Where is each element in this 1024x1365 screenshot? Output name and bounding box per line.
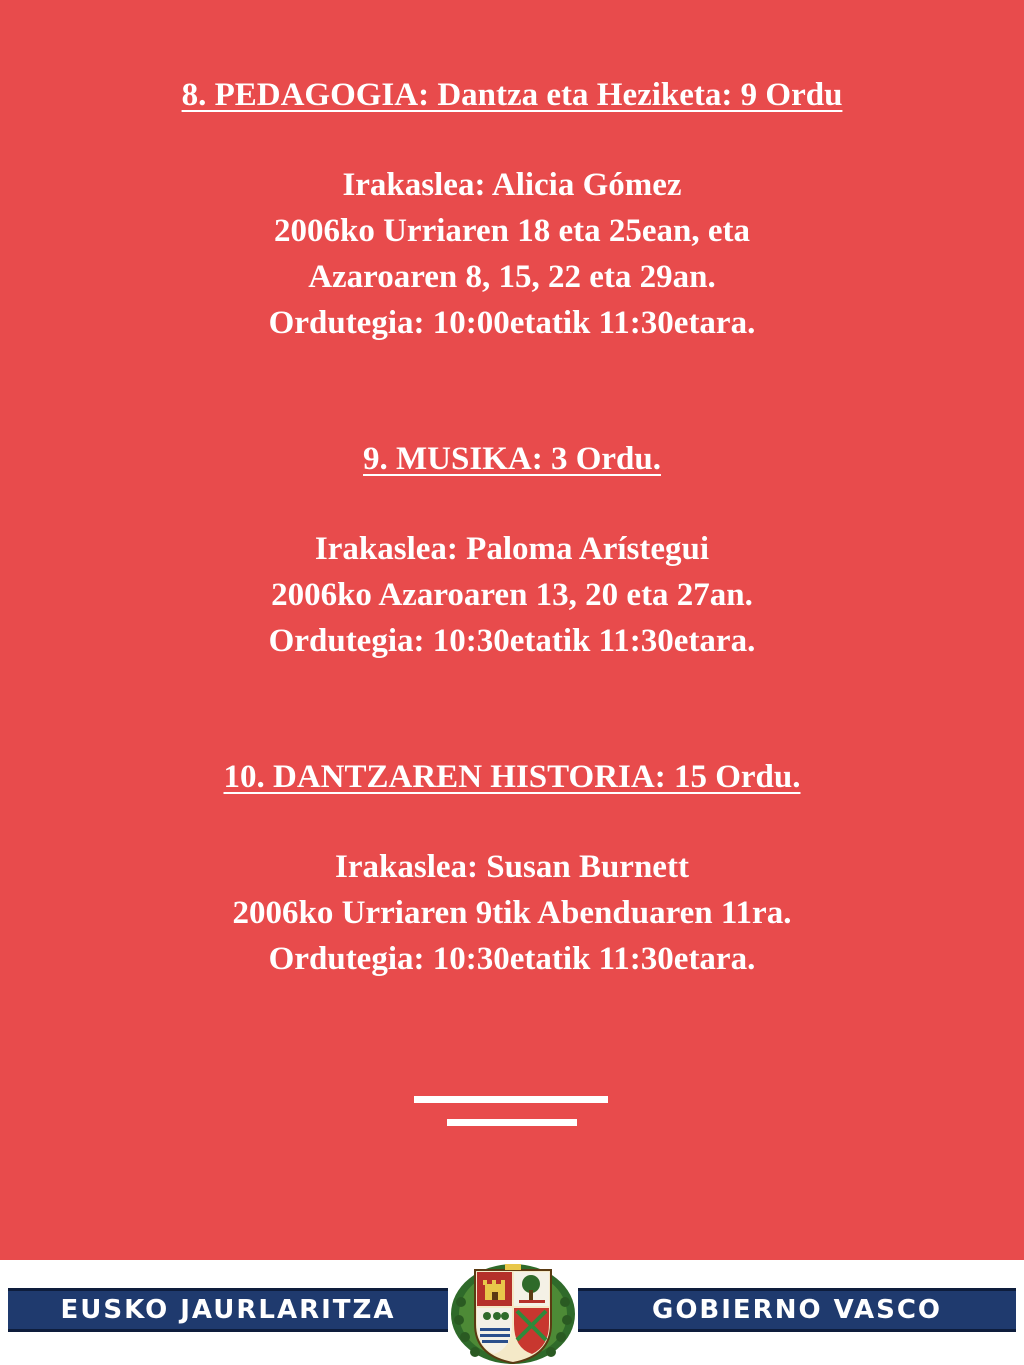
section-teacher-musika: Irakaslea: Paloma Arístegui	[314, 531, 710, 567]
section-schedule-historia: Ordutegia: 10:30etatik 11:30etara.	[268, 941, 756, 977]
section-schedule-musika: Ordutegia: 10:30etatik 11:30etara.	[268, 623, 756, 659]
section-dates-pedagogia-2: Azaroaren 8, 15, 22 eta 29an.	[308, 259, 716, 295]
section-heading-pedagogia: 8. PEDAGOGIA: Dantza eta Heziketa: 9 Ordu	[181, 77, 843, 113]
footer-label-eusko-jaurlaritza: EUSKO JAURLARITZA	[60, 1295, 396, 1325]
footer-label-gobierno-vasco: GOBIERNO VASCO	[651, 1295, 943, 1325]
section-heading-musika: 9. MUSIKA: 3 Ordu.	[363, 441, 661, 477]
section-dates-musika: 2006ko Azaroaren 13, 20 eta 27an.	[271, 577, 753, 613]
section-teacher-pedagogia: Irakaslea: Alicia Gómez	[342, 167, 682, 203]
divider-rule-bottom	[447, 1119, 577, 1126]
section-dates-pedagogia-1: 2006ko Urriaren 18 eta 25ean, eta	[274, 213, 750, 249]
section-heading-historia: 10. DANTZAREN HISTORIA: 15 Ordu.	[223, 759, 801, 795]
section-dates-historia: 2006ko Urriaren 9tik Abenduaren 11ra.	[232, 895, 792, 931]
coat-of-arms-icon	[447, 1262, 579, 1365]
section-teacher-historia: Irakaslea: Susan Burnett	[335, 849, 689, 885]
section-schedule-pedagogia: Ordutegia: 10:00etatik 11:30etara.	[268, 305, 756, 341]
divider-rule-top	[414, 1096, 608, 1103]
